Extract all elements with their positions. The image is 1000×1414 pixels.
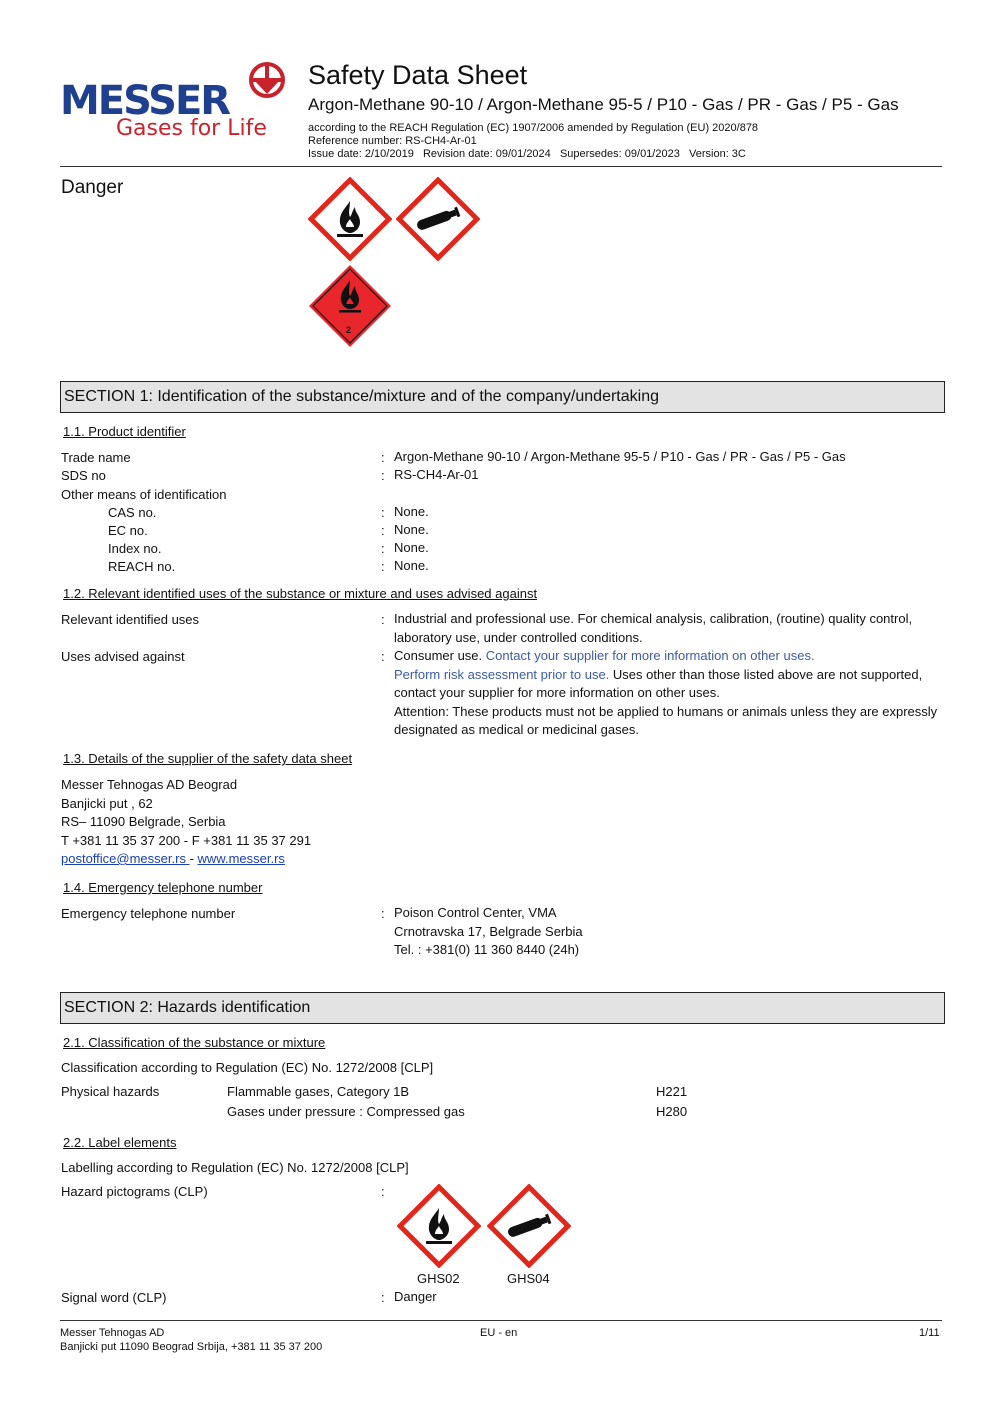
subsection-1-4: 1.4. Emergency telephone number <box>63 880 263 895</box>
classification-regulation: Classification according to Regulation (EC) No. 1272/2008 [CLP] <box>61 1060 434 1075</box>
reference-line: Reference number: RS-CH4-Ar-01 <box>308 135 477 147</box>
document-title: Safety Data Sheet <box>308 60 528 90</box>
index-value: None. <box>394 540 429 555</box>
messer-logo-icon <box>247 60 287 100</box>
supplier-street: Banjicki put , 62 <box>61 795 153 811</box>
cas-label: CAS no. <box>108 505 157 520</box>
signal-word-label: Signal word (CLP) <box>61 1290 167 1305</box>
sds-value: RS-CH4-Ar-01 <box>394 467 479 482</box>
against-text-2: Uses other than those listed above are not supported, contact your supplier for more information on other uses. <box>394 666 923 700</box>
hazard-code-2: H280 <box>656 1104 688 1119</box>
section-2-header: SECTION 2: Hazards identification <box>60 992 945 1024</box>
colon: : <box>381 450 385 465</box>
labelling-regulation: Labelling according to Regulation (EC) No. 1272/2008 [CLP] <box>61 1160 409 1175</box>
colon: : <box>381 612 385 627</box>
physical-hazards-label: Physical hazards <box>61 1084 160 1099</box>
adr-class-2-flame-icon <box>308 264 392 348</box>
pictogram-code-ghs02: GHS02 <box>417 1271 460 1286</box>
colon: : <box>381 1290 385 1305</box>
supplier-name: Messer Tehnogas AD Beograd <box>61 777 238 792</box>
supplier-email-link[interactable]: postoffice@messer.rs <box>61 851 190 866</box>
hazard-code-1: H221 <box>656 1084 688 1099</box>
header-divider <box>60 166 942 167</box>
link-separator: - <box>189 851 194 866</box>
other-means-label: Other means of identification <box>61 487 227 502</box>
footer-language: EU - en <box>480 1327 518 1339</box>
flame-icon <box>397 1184 481 1268</box>
signal-word-value: Danger <box>394 1289 437 1304</box>
colon: : <box>381 1184 385 1199</box>
supplier-website-link[interactable]: www.messer.rs <box>197 851 285 866</box>
footer-company: Messer Tehnogas AD <box>60 1327 165 1339</box>
cas-value: None. <box>394 504 429 519</box>
flame-icon <box>308 177 392 261</box>
trade-name-label: Trade name <box>61 450 131 465</box>
colon: : <box>381 559 385 574</box>
supplier-details <box>61 776 311 869</box>
emergency-label: Emergency telephone number <box>61 906 236 921</box>
colon: : <box>381 505 385 520</box>
relevant-uses-label: Relevant identified uses <box>61 612 200 627</box>
adr-class-number: 2 <box>346 325 352 335</box>
hazard-text-1: Flammable gases, Category 1B <box>227 1084 410 1099</box>
footer-address: Banjicki put 11090 Beograd Srbija, +381 11 35 37 200 <box>60 1340 323 1353</box>
emergency-value <box>394 904 944 960</box>
hazard-pictograms-label: Hazard pictograms (CLP) <box>61 1184 208 1199</box>
supplier-contact-links <box>61 850 311 869</box>
supplier-phone: T +381 11 35 37 200 - F +381 11 35 37 291 <box>61 832 312 848</box>
reach-label: REACH no. <box>108 559 176 574</box>
pictogram-code-ghs04: GHS04 <box>507 1271 550 1286</box>
product-subtitle: Argon-Methane 90-10 / Argon-Methane 95-5 / P10 - Gas / PR - Gas / P5 - Gas <box>308 95 899 114</box>
section-1-header: SECTION 1: Identification of the substance/mixture and of the company/undertaking <box>60 381 945 413</box>
footer-divider <box>60 1320 942 1321</box>
trade-name-value: Argon-Methane 90-10 / Argon-Methane 95-5 / P10 - Gas / PR - Gas / P5 - Gas <box>394 449 846 464</box>
subsection-1-2: 1.2. Relevant identified uses of the substance or mixture and uses advised against <box>63 586 538 601</box>
subsection-2-1: 2.1. Classification of the substance or mixture <box>63 1035 326 1050</box>
gas-cylinder-icon <box>396 177 480 261</box>
footer-company-block <box>60 1327 322 1354</box>
colon: : <box>381 523 385 538</box>
ec-label: EC no. <box>108 523 148 538</box>
subsection-1-1: 1.1. Product identifier <box>63 424 186 439</box>
hazard-text-2: Gases under pressure : Compressed gas <box>227 1104 465 1119</box>
relevant-uses-value: Industrial and professional use. For chemical analysis, calibration, (routine) quality control, laboratory use, under controlled conditions. <box>394 611 913 645</box>
colon: : <box>381 468 385 483</box>
regulation-line: according to the REACH Regulation (EC) 1907/2006 amended by Regulation (EU) 2020/878 <box>308 122 759 134</box>
colon: : <box>381 541 385 556</box>
risk-assessment-link[interactable]: Perform risk assessment prior to use. <box>394 666 610 682</box>
supplier-city: RS– 11090 Belgrade, Serbia <box>61 814 226 829</box>
logo-wordmark: MESSER <box>60 78 230 124</box>
colon: : <box>381 906 385 921</box>
uses-against-value <box>394 647 944 740</box>
index-label: Index no. <box>108 541 162 556</box>
emergency-line-2: Crnotravska 17, Belgrade Serbia <box>394 923 583 939</box>
colon: : <box>381 649 385 664</box>
emergency-line-1: Poison Control Center, VMA <box>394 905 557 920</box>
uses-against-label: Uses advised against <box>61 649 185 664</box>
ec-value: None. <box>394 522 429 537</box>
against-text-1: Consumer use. <box>394 648 483 663</box>
subsection-2-2: 2.2. Label elements <box>63 1135 177 1150</box>
signal-word-top: Danger <box>61 177 124 198</box>
gas-cylinder-icon <box>487 1184 571 1268</box>
subsection-1-3: 1.3. Details of the supplier of the safety data sheet <box>63 751 353 766</box>
logo-tagline: Gases for Life <box>116 116 267 141</box>
reach-value: None. <box>394 558 429 573</box>
contact-supplier-link[interactable]: Contact your supplier for more information on other uses. <box>485 648 815 663</box>
sds-label: SDS no <box>61 468 106 483</box>
emergency-line-3: Tel. : +381(0) 11 360 8440 (24h) <box>394 942 580 957</box>
against-text-3: Attention: These products must not be applied to humans or animals unless they are expressly designated as medical or medicinal gases. <box>394 703 938 737</box>
dates-line: Issue date: 2/10/2019 Revision date: 09/01/2024 Supersedes: 09/01/2023 Version: 3C <box>308 148 746 160</box>
footer-page-number: 1/11 <box>919 1327 940 1339</box>
